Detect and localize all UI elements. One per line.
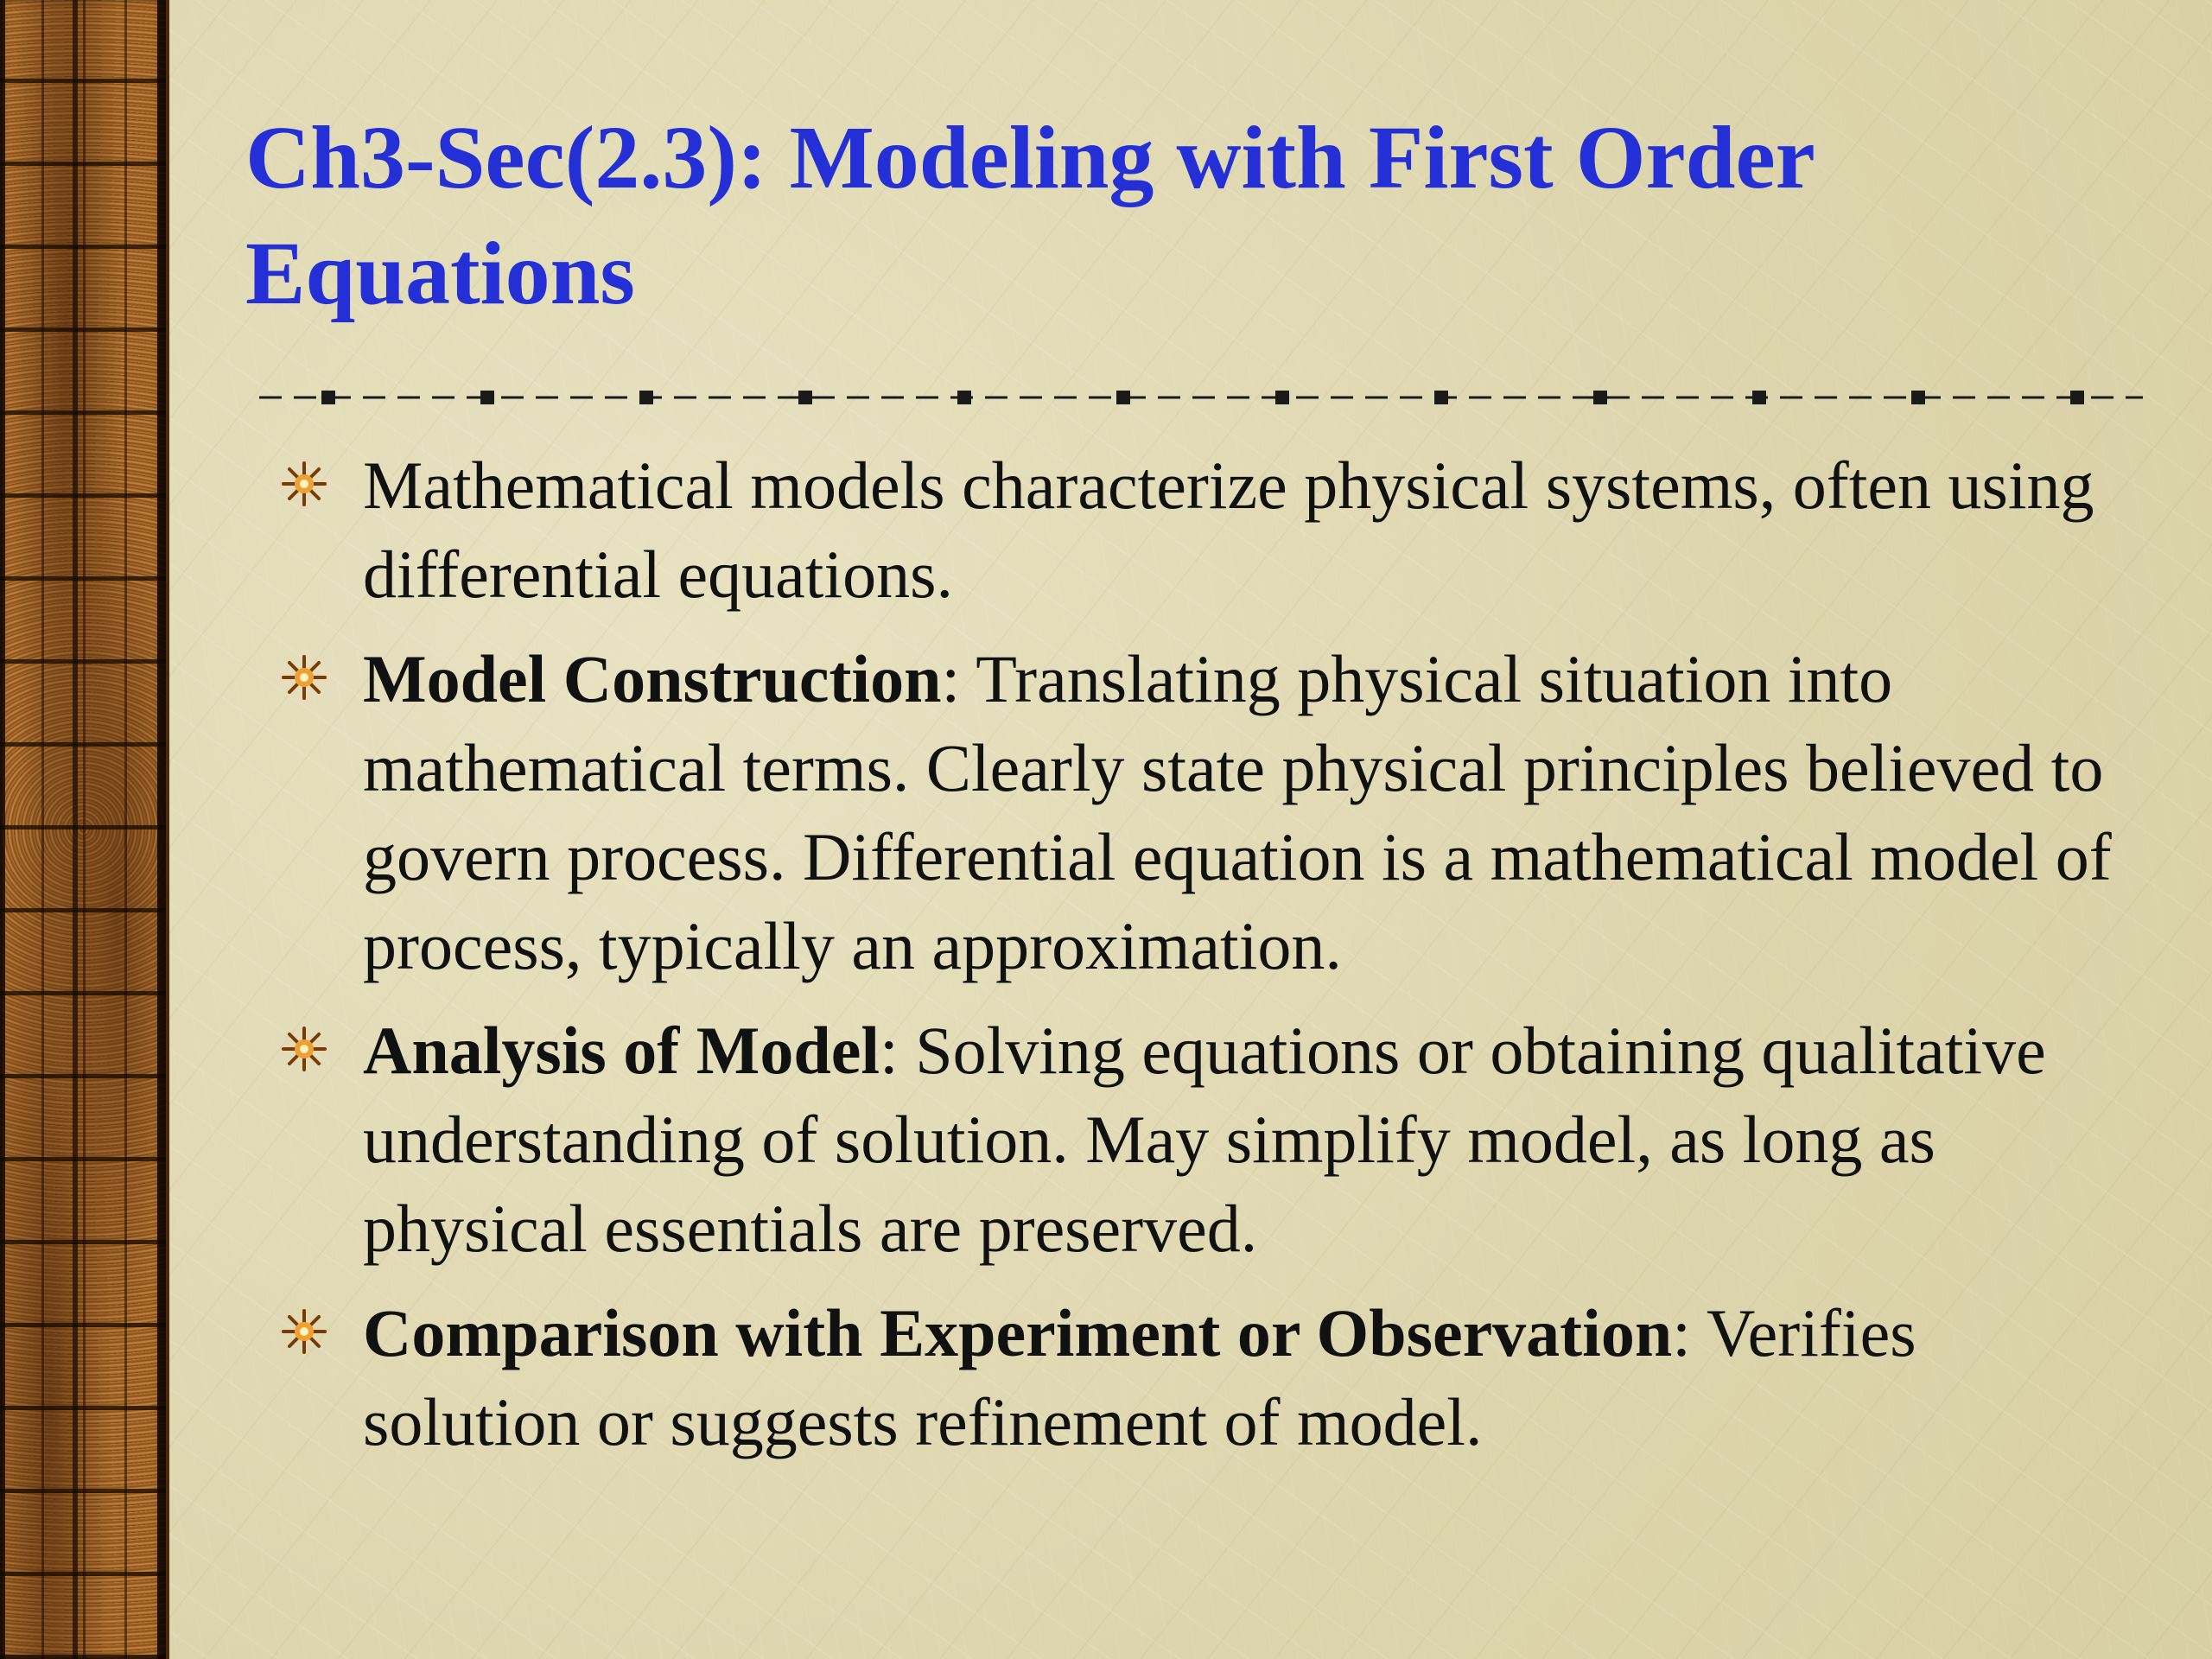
starburst-icon: [280, 653, 328, 702]
bullet-item: [280, 441, 2138, 619]
slide-title: Ch3-Sec(2.3): Modeling with First Order Equations: [245, 108, 1814, 323]
bullet-lead: Analysis of Model: [363, 1013, 880, 1088]
bullet-text: : Solving equations or obtaining qualitative understanding of solution. May simplify model, as long as physical essentials are preserved.: [363, 1013, 2046, 1266]
dashed-divider: [259, 385, 2143, 410]
bullet-list: [280, 441, 2138, 1482]
bullet-text: : Verifies solution or suggests refinement of model.: [363, 1295, 1916, 1459]
bullet-lead: Comparison with Experiment or Observation: [363, 1295, 1673, 1370]
decorative-side-strip: [0, 0, 169, 1659]
bullet-text: : Translating physical situation into mathematical terms. Clearly state physical principles believed to govern process. Differential equation is a mathematical model of process, typically an approximation.: [363, 641, 2112, 983]
starburst-icon: [280, 1307, 328, 1356]
bullet-text: Mathematical models characterize physical systems, often using differential equations.: [363, 448, 2094, 612]
starburst-icon: [280, 1025, 328, 1073]
bullet-item: [280, 1288, 2138, 1466]
bullet-item: [280, 634, 2138, 990]
bullet-item: [280, 1006, 2138, 1273]
starburst-icon: [280, 460, 328, 508]
bullet-lead: Model Construction: [363, 641, 942, 716]
